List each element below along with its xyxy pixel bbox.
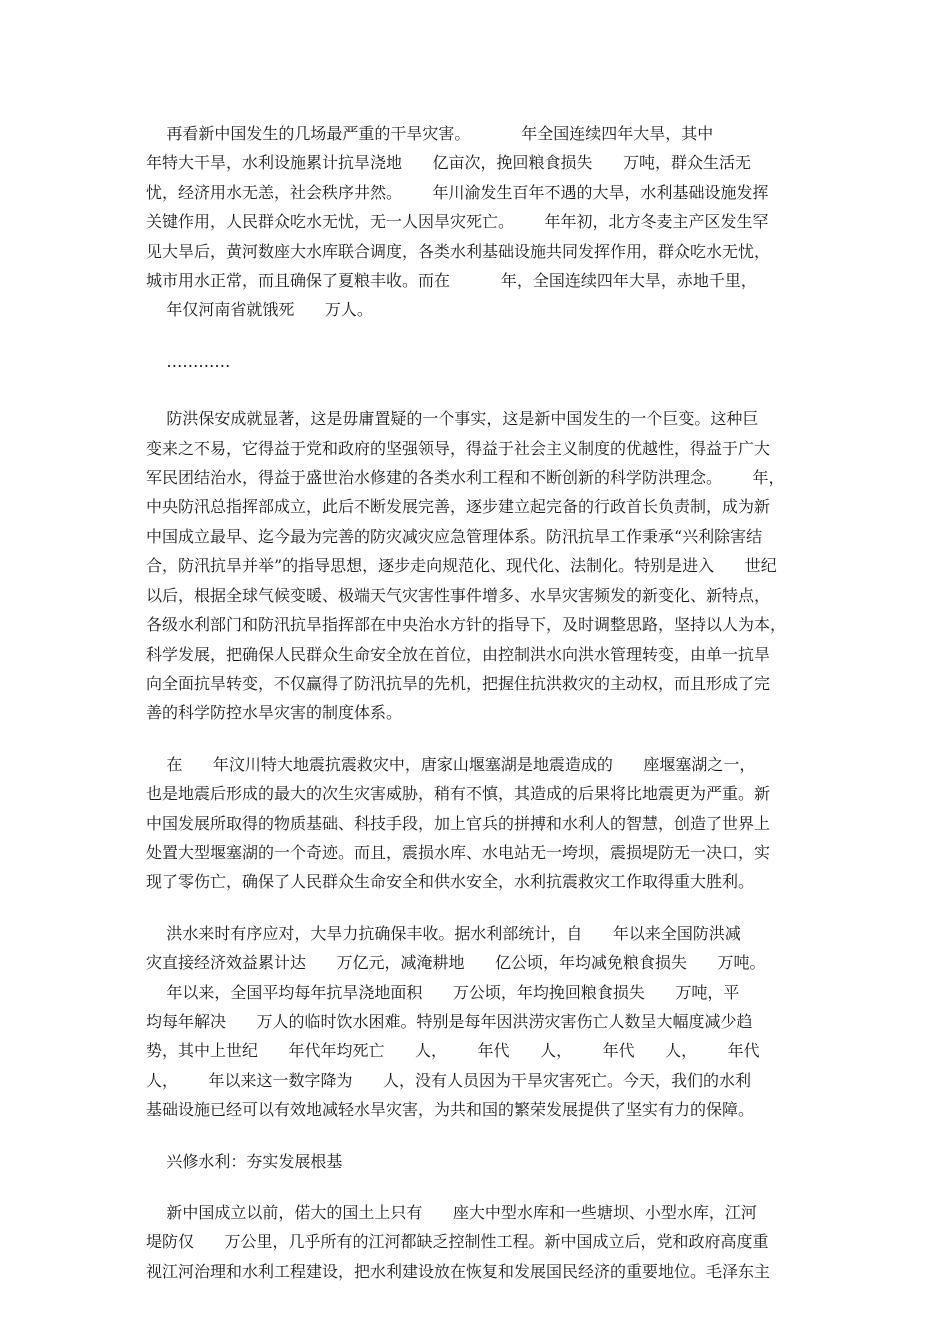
text-line: 处置大型堰塞湖的一个奇迹。而且，震损水库、水电站无一垮坝，震损堤防无一决口，实 [146, 842, 771, 862]
text-line: 城市用水正常，而且确保了夏粮丰收。而在 年，全国连续四年大旱，赤地千里， [146, 271, 757, 291]
text-line: 在 年汶川特大地震抗震救灾中，唐家山堰塞湖是地震造成的 座堰塞湖之一， [146, 754, 756, 774]
text-line: ………… [146, 351, 231, 371]
paragraph-earthquake [146, 750, 806, 897]
text-line: 均每年解决 万人的临时饮水困难。特别是每年因洪涝灾害伤亡人数呈大幅度减少趋 [146, 1011, 753, 1031]
text-line: 基础设施已经可以有效地减轻水旱灾害，为共和国的繁荣发展提供了坚实有力的保障。 [146, 1100, 755, 1120]
text-line: 合，防汛抗旱并举”的指导思想，逐步走向规范化、现代化、法制化。特别是进入 世纪 [146, 556, 777, 576]
text-line: 新中国成立以前，偌大的国土上只有 座大中型水库和一些塘坝、小型水库，江河 [146, 1203, 757, 1222]
text-line: 忧，经济用水无恙，社会秩序井然。 年川渝发生百年不遇的大旱，水利基础设施发挥 [146, 182, 769, 202]
text-line: 中国成立最早、迄今最为完善的防灾减灾应急管理体系。防汛抗旱工作秉承“兴利除害结 [146, 526, 763, 546]
paragraph-water-construction [146, 1198, 806, 1286]
text-line: 灾直接经济效益累计达 万亿元，减淹耕地 亿公顷，年均减免粮食损失 万吨。 [146, 953, 766, 973]
text-line: 堤防仅 万公里，几乎所有的江河都缺乏控制性工程。新中国成立后，党和政府高度重 [146, 1232, 769, 1252]
text-line: 以后，根据全球气候变暖、极端天气灾害性事件增多、水旱灾害频发的新变化、新特点， [146, 585, 771, 605]
text-line: 年以来，全国平均每年抗旱浇地面积 万公顷，年均挽回粮食损失 万吨，平 [146, 982, 740, 1002]
text-line: 各级水利部门和防汛抗旱指挥部在中央治水方针的指导下，及时调整思路，坚持以人为本， [146, 615, 787, 635]
text-line: 势，其中上世纪 年代年均死亡 人， 年代 人， 年代 人， 年代 [146, 1041, 760, 1061]
heading-text: 兴修水利：夯实发展根基 [146, 1151, 343, 1171]
text-line: 人， 年以来这一数字降为 人，没有人员因为干旱灾害死亡。今天，我们的水利 [146, 1070, 752, 1090]
paragraph-statistics [146, 919, 806, 1125]
text-line: 向全面抗旱转变，不仅赢得了防汛抗旱的先机，把握住抗洪救灾的主动权，而且形成了完 [146, 673, 771, 693]
text-line: 年特大干旱，水利设施累计抗旱浇地 亿亩次，挽回粮食损失 万吨，群众生活无 [146, 153, 752, 173]
text-line: 善的科学防控水旱灾害的制度体系。 [146, 703, 403, 723]
text-line: 关键作用，人民群众吃水无忧，无一人因旱灾死亡。 年年初，北方冬麦主产区发生罕 [146, 212, 769, 232]
text-line: 军民团结治水，得益于盛世治水修建的各类水利工程和不断创新的科学防洪理念。 年， [146, 468, 785, 488]
text-line: 见大旱后，黄河数座大水库联合调度，各类水利基础设施共同发挥作用，群众吃水无忧， [146, 241, 771, 261]
text-line: 科学发展，把确保人民群众生命安全放在首位，由控制洪水向洪水管理转变，由单一抗旱 [146, 644, 771, 664]
text-line: 年仅河南省就饿死 万人。 [146, 300, 373, 320]
text-line: 中国发展所取得的物质基础、科技手段，加上官兵的拼搏和水利人的智慧，创造了世界上 [146, 813, 771, 833]
text-line: 防洪保安成就显著，这是毋庸置疑的一个事实，这是新中国发生的一个巨变。这种巨 [146, 409, 759, 429]
text-line: 变来之不易，它得益于党和政府的坚强领导，得益于社会主义制度的优越性，得益于广大 [146, 438, 771, 458]
paragraph-drought [146, 119, 806, 325]
text-line: 洪水来时有序应对，大旱力抗确保丰收。据水利部统计，自 年以来全国防洪减 [146, 923, 741, 943]
paragraph-flood-control [146, 404, 806, 727]
text-line: 现了零伤亡，确保了人民群众生命安全和供水安全，水利抗震救灾工作取得重大胜利。 [146, 872, 755, 892]
section-heading [146, 1147, 806, 1176]
text-line: 中央防汛总指挥部成立，此后不断发展完善，逐步建立起完备的行政首长负责制，成为新 [146, 497, 771, 517]
document-page [146, 119, 806, 1286]
text-line: 视江河治理和水利工程建设，把水利建设放在恢复和发展国民经济的重要地位。毛泽东主 [146, 1261, 771, 1281]
text-line: 也是地震后形成的最大的次生灾害威胁，稍有不慎，其造成的后果将比地震更为严重。新 [146, 784, 771, 804]
text-line: 再看新中国发生的几场最严重的干旱灾害。 年全国连续四年大旱，其中 [146, 124, 714, 143]
paragraph-ellipsis [146, 347, 806, 376]
